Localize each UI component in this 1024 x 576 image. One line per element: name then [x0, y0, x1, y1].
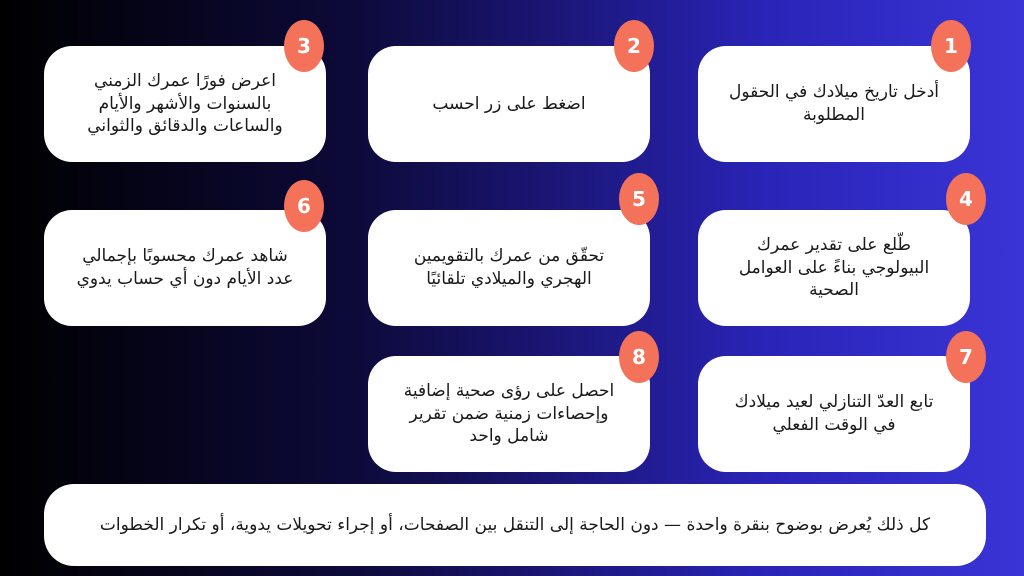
step-card-5	[368, 210, 650, 326]
summary-text: كل ذلك يُعرض بوضوح بنقرة واحدة — دون الحاجة إلى التنقل بين الصفحات، أو إجراء تحويلات يدوية، أو تكرار الخطوات	[99, 514, 931, 535]
step-2-badge: 2	[614, 20, 654, 72]
step-2-text: اضغط على زر احسب	[432, 93, 586, 114]
summary-card	[44, 484, 986, 566]
step-7-badge: 7	[946, 331, 986, 383]
step-card-6	[44, 210, 326, 326]
step-1-text: أدخل تاريخ ميلادك في الحقول المطلوبة	[729, 82, 939, 125]
step-card-3	[44, 46, 326, 162]
step-8-text: احصل على رؤى صحية إضافية وإحصاءات زمنية ضمن تقرير شامل واحد	[403, 380, 615, 447]
step-5-text: تحقّق من عمرك بالتقويمين الهجري والميلادي تلقائيًا	[413, 246, 605, 289]
step-3-text: اعرض فورًا عمرك الزمني بالسنوات والأشهر والأيام والساعات والدقائق والثواني	[87, 70, 283, 137]
step-4-text: طّلع على تقدير عمرك البيولوجي بناءً على العوامل الصحية	[738, 234, 930, 301]
step-6-badge: 6	[284, 180, 324, 232]
step-card-2	[368, 46, 650, 162]
step-1-badge: 1	[931, 20, 971, 72]
step-card-4	[698, 210, 970, 326]
step-6-text: شاهد عمرك محسوبًا بإجمالي عدد الأيام دون أي حساب يدوي	[76, 246, 294, 289]
step-card-1	[698, 46, 970, 162]
step-4-badge: 4	[946, 173, 986, 225]
step-card-8	[368, 356, 650, 472]
step-8-badge: 8	[619, 331, 659, 383]
step-5-badge: 5	[619, 173, 659, 225]
step-3-badge: 3	[284, 20, 324, 72]
step-7-text: تابع العدّ التنازلي لعيد ميلادك في الوقت الفعلي	[734, 392, 934, 435]
step-card-7	[698, 356, 970, 472]
